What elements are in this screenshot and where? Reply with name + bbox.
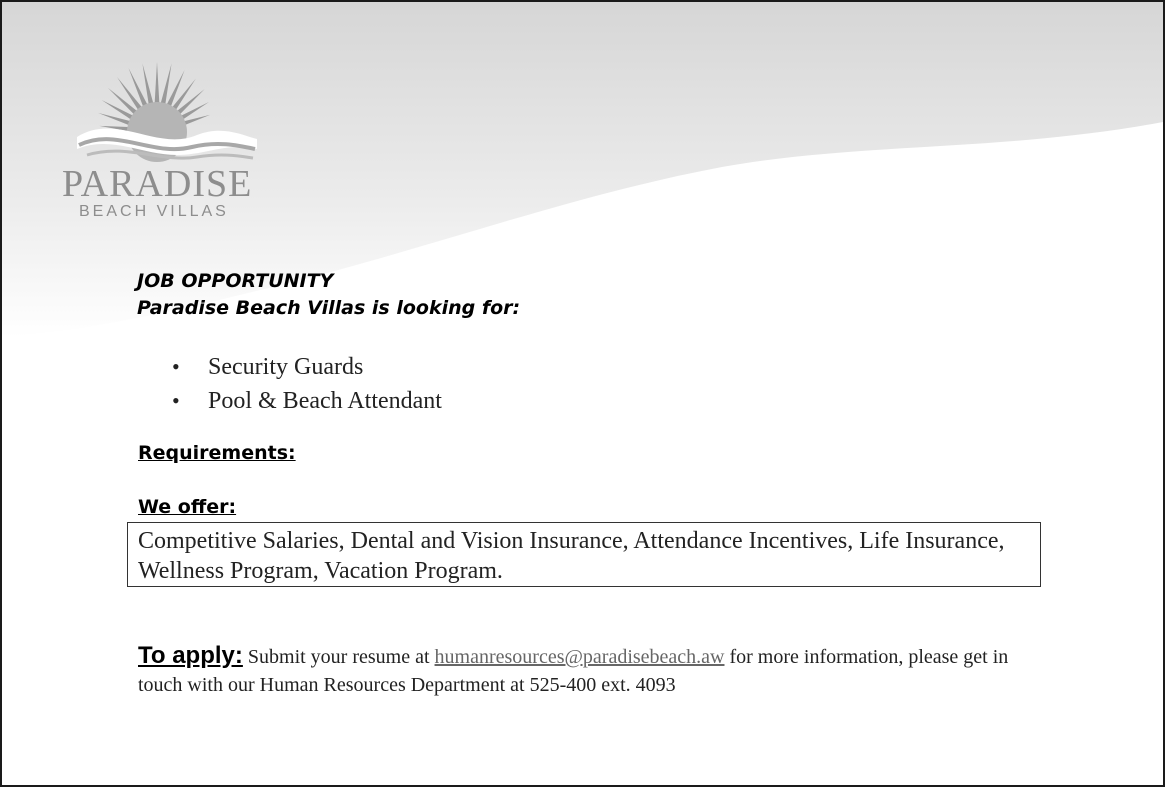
email-link[interactable]: humanresources@paradisebeach.aw	[434, 646, 725, 668]
brand-name: PARADISE	[62, 163, 253, 205]
bullet-icon: •	[172, 354, 180, 379]
job-subtitle: Paradise Beach Villas is looking for:	[137, 297, 521, 319]
bullet-icon: •	[172, 388, 180, 413]
job-heading	[137, 268, 520, 322]
job-title: JOB OPPORTUNITY	[137, 270, 334, 292]
positions-list	[172, 350, 442, 418]
sun-icon	[57, 57, 272, 167]
list-item	[172, 350, 442, 384]
offer-box	[127, 522, 1041, 587]
paradise-logo	[57, 57, 272, 232]
apply-label: To apply:	[138, 642, 243, 669]
offer-label: We offer:	[138, 496, 237, 518]
apply-text-after: for more information, please get in touch with our Human Resources Department at 525-400 ext. 4093	[138, 646, 1009, 696]
offer-text: Competitive Salaries, Dental and Vision Insurance, Attendance Incentives, Life Insurance, Wellness Program, Vacation Program.	[138, 528, 1005, 584]
requirements-label: Requirements:	[138, 442, 296, 464]
position-label: Security Guards	[208, 354, 364, 380]
apply-text-before: Submit your resume at	[242, 646, 435, 668]
list-item	[172, 384, 442, 418]
apply-section	[138, 642, 1038, 699]
brand-tagline: BEACH VILLAS	[79, 203, 229, 220]
position-label: Pool & Beach Attendant	[208, 388, 442, 414]
